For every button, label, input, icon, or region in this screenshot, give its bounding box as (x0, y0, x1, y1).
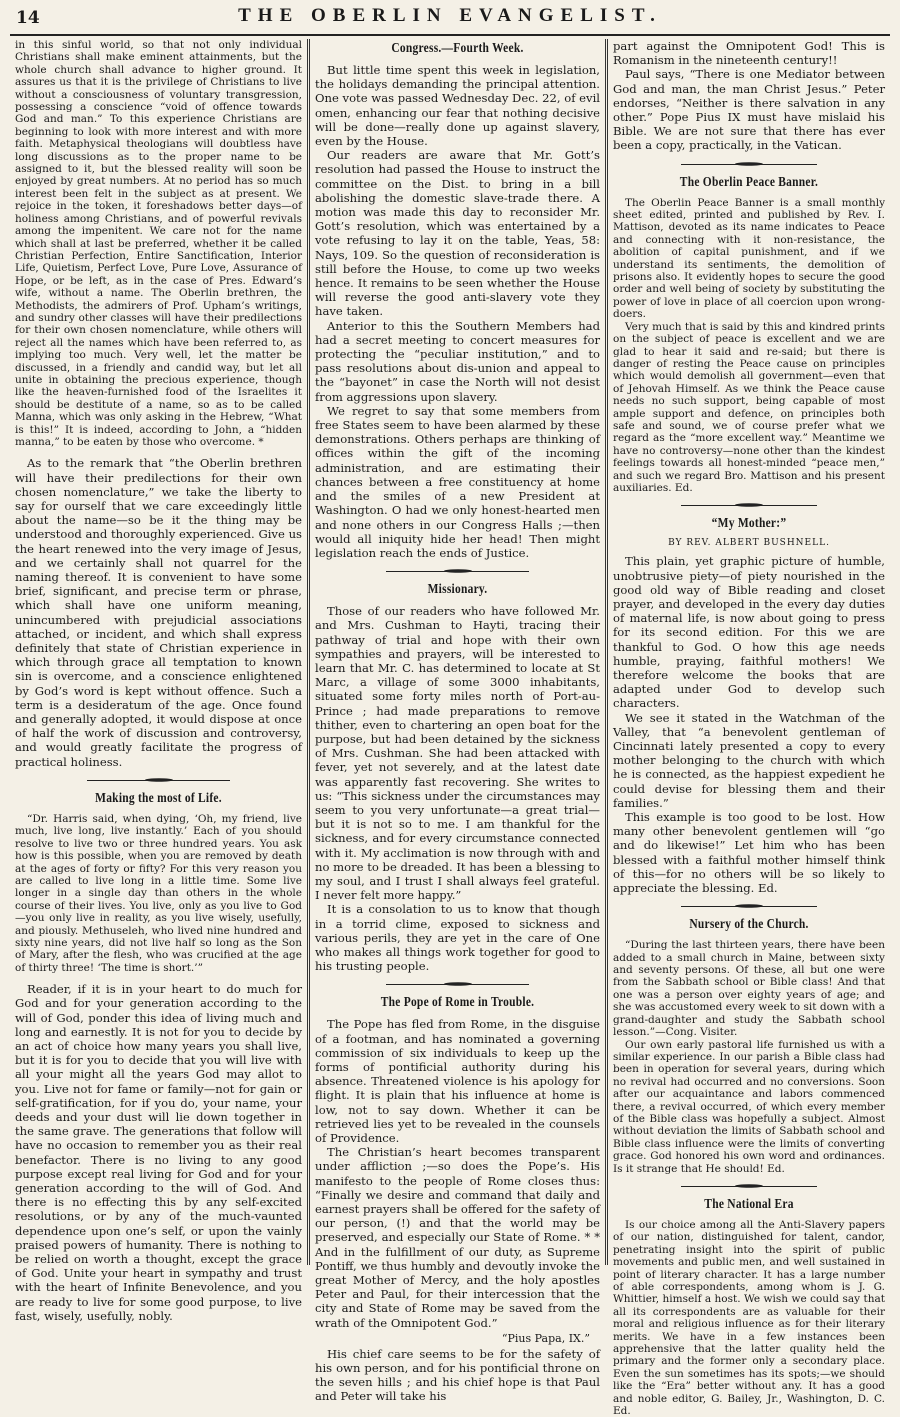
headline-pope-of-rome: The Pope of Rome in Trouble. (380, 995, 535, 1011)
article-paragraph: Paul says, “There is one Mediator between God and man, the man Christ Jesus.” Peter endorses, “Neither is there salvation in any other.” Pope Pius IX must have mislaid his Bible. We are not sure that there has ever been a copy, practically, in the Vatican. (613, 67, 885, 153)
article-paragraph: We regret to say that some members from free States seem to have been alarmed by these demonstrations. Others perhaps are thinking of offices within the gift of the incoming administration, and are estimating their chances between a free constituency at home and the smiles of a new President at Washington. O had we only honest-hearted men and none others in our Congress Halls ;—then would all iniquity hide her head! Then might legislation reach the ends of Justice. (315, 403, 600, 560)
headline-missionary: Missionary. (427, 582, 488, 598)
headline-oberlin-peace-banner: The Oberlin Peace Banner. (679, 174, 819, 190)
article-paragraph: Our own early pastoral life furnished us with a similar experience. In our parish a Bible class had been in operation for several years, during which no revival had occurred and no conversions. Soon after our acquaintance and labors commenced there, a revival occurred, of which every member of the Bible class was hopefully a subject. Almost without deviation the limits of Sabbath school and Bible class influence were the limits of converting grace. God honored his own word and ordinances. Is it strange that He should! Ed. (613, 1038, 885, 1175)
quoted-paragraph: “During the last thirteen years, there have been added to a small church in Maine, between sixty and seventy persons. Of these, all but one were from the Sabbath school or Bible class! And that one was a person over eighty years of age; and she was accustomed every week to sit down with a grand-daughter and study the Sabbath school lesson.”—Cong. Visiter. (613, 939, 885, 1039)
newspaper-title: THE OBERLIN EVANGELIST. (238, 5, 662, 26)
quoted-paragraph: “Dr. Harris said, when dying, ‘Oh, my friend, live much, live long, live instantly.’ Each of you should resolve to live two or three hundred years. You ask how is this possible, when you are removed by death at the ages of forty or fifty? For this very reason you are called to live long in a little time. Some live longer in a single day than others in the whole course of their lives. You live, only as you live to God—you only live in reality, as you live wisely, usefully, and piously. Methuseleh, who lived nine hundred and sixty nine years, did not live half so long as the Son of Mary, after the flesh, who was crucified at the age of thirty three! ‘The time is short.’” (15, 812, 302, 974)
article-paragraph: This example is too good to be lost. How many other benevolent gentlemen will “go and do likewise!” Let him who has been blessed with a faithful mother himself think of this—for no others will be so likely to appreciate the blessing. Ed. (613, 810, 885, 896)
article-columns (10, 39, 890, 1417)
article-paragraph: part against the Omnipotent God! This is Romanism in the nineteenth century!! (613, 39, 885, 68)
page-number: 14 (16, 8, 40, 28)
section-divider (613, 500, 885, 510)
article-paragraph: Very much that is said by this and kindred prints on the subject of peace is excellent and we are glad to hear it said and re-said; but there is danger of resting the Peace cause on principles which would demolish all government—even that of Jehovah Himself. As we think the Peace cause needs no such support, being capable of most ample support and defence, on principles both safe and sound, we of course prefer what we regard as the “more excellent way.” Meantime we have no controversy—none other than the kindest feelings towards all honest-minded “peace men,” and such we regard Bro. Mattison and his present auxiliaries. Ed. (613, 320, 885, 494)
article-paragraph: The Pope has fled from Rome, in the disguise of a footman, and has nominated a governing commission of six individuals to keep up the forms of pontificial authority during his absence. Threatened violence is his apology for flight. It is plain that his influence at home is low, not to say down. Whether it can be retrieved lies yet to be revealed in the counsels of Providence. (315, 1017, 600, 1146)
article-paragraph: Anterior to this the Southern Members had had a secret meeting to concert measures for protecting the “peculiar institution,” and to pass resolutions about dis-union and appeal to the “bayonet” in case the North will not desist from aggressions upon slavery. (315, 318, 600, 404)
article-paragraph: Reader, if it is in your heart to do much for God and for your generation according to the will of God, ponder this idea of living much and long and earnestly. It is not for you to decide by an act of choice how many years you shall live, but it is for you to decide that you will live with all your might all the years God may allot to you. Live not for fame or family—not for gain or self-gratification, for if you do, your name, your deeds and your dust will lie down together in the same grave. The generations that follow will have no occasion to remember you as their real benefactor. There is no living to any good purpose except real living for God and for your generation according to the will of God. And there is no effecting this by any self-excited resolutions, or by any of the much-vaunted dependence upon one’s self, or upon the vainly praised powers of humanity. There is nothing to be relied on worth a thought, except the grace of God. Unite your heart in sympathy and trust with the heart of Infinite Benevolence, and you are ready to live for some good purpose, to live fast, wisely, usefully, nobly. (15, 982, 302, 1323)
article-paragraph: in this sinful world, so that not only individual Christians shall make eminent attainments, but the whole church shall advance to higher ground. It assures us that it is the privilege of Christians to live without a consciousness of voluntary transgression, possessing a conscience “void of offence towards God and man.” To this experience Christians are beginning to look with more interest and with more faith. Metaphysical theologians will doubtless have long discussions as to the proper name to be assigned to it, but the blessed reality will soon be enjoyed by great numbers. At no period has so much interest been felt in the subject as at present. We rejoice in the token, it foreshadows better days—of holiness among Christians, and of powerful revivals among the impenitent. We care not for the name which shall at last be preferred, whether it be called Christian Perfection, Entire Sanctification, Interior Life, Quietism, Perfect Love, Pure Love, Assurance of Hope, or be left, as in the case of Pres. Edward’s wife, without a name. The Oberlin brethren, the Methodists, the admirers of Prof. Upham’s writings, and sundry other classes will have their predilections for their own chosen nomenclature, while others will reject all the names which have been referred to, as implying too much. Very well, let the matter be discussed, in a friendly and candid way, but let all unite in obtaining the precious experience, though like the heaven-furnished food of the Israelites it should be destitute of a name, so as to be called Manna, which was only asking in the Hebrew, “What is this!” It is indeed, according to John, a “hidden manna,” to be eaten by those who overcome. * (15, 39, 302, 448)
article-paragraph: We see it stated in the Watchman of the Valley, that “a benevolent gentleman of Cincinnati lately presented a copy to every mother belonging to the church with which he is connected, as the happiest expedient he could devise for blessing them and their families.” (613, 710, 885, 810)
article-paragraph: This plain, yet graphic picture of humble, unobtrusive piety—of piety nourished in the good old way of Bible reading and closet prayer, and developed in the every day duties of maternal life, is now about going to press for its second edition. For this we are thankful to God. O how this age needs humble, praying, faithful mothers! We therefore welcome the books that are adapted under God to develop such characters. (613, 554, 885, 711)
section-divider (315, 566, 600, 576)
article-paragraph: The Christian’s heart becomes transparent under affliction ;—so does the Pope’s. His manifesto to the people of Rome closes thus: “Finally we desire and command that daily and earnest prayers shall be offered for the safety of our person, (!) and that the world may be preserved, and especially our State of Rome. * * And in the fulfillment of our duty, as Supreme Pontiff, we thus humbly and devoutly invoke the great Mother of Mercy, and the holy apostles Peter and Paul, for their intercession that the city and State of Rome may be saved from the wrath of the Omnipotent God.” (315, 1145, 600, 1330)
column-2 (310, 39, 608, 1404)
headline-my-mother: “My Mother:” (711, 516, 787, 532)
article-paragraph: The Oberlin Peace Banner is a small monthly sheet edited, printed and published by Rev. I. Mattison, devoted as its name indicates to Peace and connecting with it non-resistance, the abolition of capital punishment, and if we understand its sentiments, the demolition of prisons also. It evidently hopes to secure the good order and well being of society by substituting the power of love in place of all coercion upon wrong-doers. (613, 196, 885, 321)
headline-making-the-most-of-life: Making the most of Life. (95, 790, 222, 806)
headline-nursery-of-the-church: Nursery of the Church. (689, 917, 809, 933)
masthead (10, 4, 890, 36)
article-paragraph: Those of our readers who have followed Mr. and Mrs. Cushman to Hayti, tracing their pathway of trial and hope with their own sympathies and prayers, will be interested to learn that Mr. C. has determined to locate at St Marc, a village of some 3000 inhabitants, situated some forty miles north of Port-au-Prince ; had made preparations to remove thither, even to chartering an open boat for the purpose, but had been detained by the sickness of Mrs. Cushman. She had been attacked with fever, yet not severely, and at the latest date was apparently fast recovering. She writes to us: “This sickness under the circumstances may seem to you very unfortunate—a great trial—but it is not so to me. I am thankful for the sickness, and for every circumstance connected with it. My acclimation is now through with and no more to be dreaded. It has been a blessing to my soul, and I trust I shall always feel grateful. I never felt more happy.” (315, 604, 600, 903)
section-divider (15, 775, 302, 785)
headline-national-era: The National Era (704, 1196, 794, 1212)
article-paragraph: But little time spent this week in legislation, the holidays demanding the principal attention. One vote was passed Wednesday Dec. 22, of evil omen, enhancing our fear that nothing decisive will be done—really done up against slavery, even by the House. (315, 63, 600, 149)
article-paragraph: His chief care seems to be for the safety of his own person, and for his pontificial throne on the seven hills ; and his chief hope is that Paul and Peter will take his (315, 1346, 600, 1404)
section-divider (613, 1181, 885, 1191)
column-3 (608, 39, 890, 1417)
article-paragraph: It is a consolation to us to know that though in a torrid clime, exposed to sickness and various perils, they are yet in the care of One who makes all things work together for good to his trusting people. (315, 902, 600, 974)
article-paragraph: Our readers are aware that Mr. Gott’s resolution had passed the House to instruct the committee on the Dist. to bring in a bill abolishing the domestic slave-trade there. A motion was made this day to reconsider Mr. Gott’s resolution, which was entertained by a vote refusing to lay it on the table, Yeas, 58: Nays, 109. So the question of reconsideration is still before the House, to come up two weeks hence. It remains to be seen whether the House will reverse the good anti-slavery vote they have taken. (315, 148, 600, 319)
section-divider (315, 979, 600, 989)
section-divider (613, 901, 885, 911)
section-divider (613, 159, 885, 169)
article-paragraph: As to the remark that “the Oberlin brethren will have their predilections for their own chosen nomenclature,” we take the liberty to say for ourself that we care exceedingly little about the name—so be it the thing may be understood and thoroughly experienced. Give us the heart renewed into the very image of Jesus, and we certainly shall not quarrel for the naming thereof. It is convenient to have some brief, significant, and precise term or phrase, which shall have one uniform meaning, unincumbered with prejudicial associations attached, or incident, and which shall express definitely that state of Christian experience in which through grace all temptation to known sin is overcome, and a conscience enlightened by God’s word is kept without offence. Such a term is a desideratum of the age. Once found and generally adopted, it would dispose at once of half the work of discussion and controversy, and would greatly facilitate the progress of practical holiness. (15, 456, 302, 769)
article-paragraph: Is our choice among all the Anti-Slavery papers of our nation, distinguished for talent, candor, penetrating insight into the spirit of public movements and public men, and well sustained in point of literary character. It has a large number of able correspondents, among whom is J. G. Whittier, himself a host. We wish we could say that all its correspondents are as valuable for their moral and religious influence as for their literary merits. We have in a few instances been apprehensive that the latter quality held the primary and the former only a secondary place. Even the sun sometimes has its spots;—we should like the “Era” better without any. It has a good and noble editor, G. Bailey, Jr., Washington, D. C. Ed. (613, 1218, 885, 1417)
column-1 (10, 39, 310, 1323)
headline-congress: Congress.—Fourth Week. (391, 41, 524, 56)
byline: BY REV. ALBERT BUSHNELL. (668, 538, 830, 549)
signature: “Pius Papa, IX.” (501, 1331, 590, 1345)
